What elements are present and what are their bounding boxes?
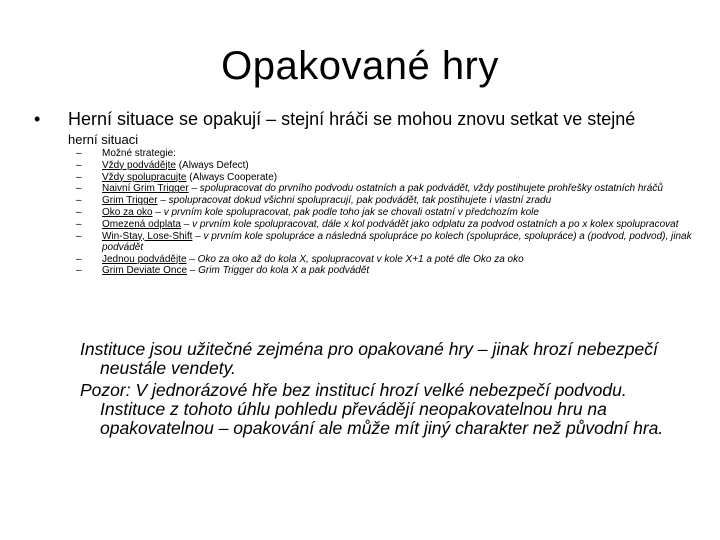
dash: –: [76, 195, 82, 207]
strategy-desc: – spolupracovat do prvního podvodu ostatních a pak podvádět, vždy postihujete prohřešky ostatních hráčů: [188, 183, 663, 195]
dash: –: [76, 218, 82, 230]
strategy-item-grim-deviate-once: [76, 265, 696, 276]
strategy-term: Grim Trigger: [102, 195, 158, 207]
dash: –: [76, 265, 82, 277]
dash: –: [76, 206, 82, 218]
main-bullet-line-1: Herní situace se opakují – stejní hráči se mohou znovu setkat ve stejné: [68, 109, 636, 129]
strategy-item-limited-retaliation: [76, 219, 696, 230]
bullet-dot: •: [34, 109, 41, 129]
strategy-desc: – Oko za oko až do kola X, spolupracovat v kole X+1 a poté dle Oko za oko: [186, 253, 524, 265]
strategy-desc: – Grim Trigger do kola X a pak podvádět: [187, 265, 370, 277]
strategy-item-always-cooperate: [76, 172, 696, 183]
strategy-item-defect-once: [76, 254, 696, 265]
strategy-item-always-defect: [76, 160, 696, 171]
strategy-item-naive-grim-trigger: [76, 183, 696, 194]
strategy-term: Grim Deviate Once: [102, 265, 188, 277]
main-bullet-line-2: herní situaci: [68, 132, 139, 147]
strategy-term: Win-Stay, Lose-Shift: [102, 230, 193, 242]
strategy-item-grim-trigger: [76, 195, 696, 206]
dash: –: [76, 159, 82, 171]
slide-title: Opakované hry: [221, 44, 499, 88]
note-institutions: Instituce jsou užitečné zejména pro opakované hry – jinak hrozí nebezpečí neustále vendety.: [80, 339, 658, 378]
strategy-desc: – v prvním kole spolupracovat, dále x kol podvádět jako odplatu za podvod ostatních a po x kolex spolupracovat: [180, 218, 679, 230]
strategy-term: Oko za oko: [102, 206, 153, 218]
dash: –: [76, 171, 82, 183]
strategy-term: Vždy podvádějte: [102, 159, 176, 171]
strategy-item-tit-for-tat: [76, 207, 696, 218]
strategy-list: [76, 148, 696, 277]
strategy-desc: (Always Cooperate): [186, 171, 278, 183]
main-bullet: [34, 110, 684, 149]
strategy-desc: – v prvním kole spolupracovat, pak podle toho jak se chovali ostatní v předchozím kole: [152, 206, 539, 218]
strategy-desc: (Always Defect): [175, 159, 249, 171]
notes-section: [80, 340, 690, 441]
dash: –: [76, 230, 82, 242]
note-warning: Pozor: V jednorázové hře bez institucí hrozí velké nebezpečí podvodu. Instituce z tohoto úhlu pohledu převádějí neopakovatelnou hru na opakovatelnou – opakování ale může mít jiný charakter než původní hra.: [80, 380, 664, 438]
main-bullet-text: [68, 110, 684, 149]
dash: –: [76, 148, 82, 159]
strategy-desc: – v prvním kole spolupráce a následná spolupráce po kolech (spolupráce, spolupráce) a (podvod, podvod), jinak podvádět: [102, 230, 692, 253]
strategy-term: Vždy spolupracujte: [102, 171, 187, 183]
dash: –: [76, 183, 82, 195]
strategy-term: Naivní Grim Trigger: [102, 183, 189, 195]
strategy-item-win-stay-lose-shift: [76, 231, 696, 253]
strategy-term: Omezená odplata: [102, 218, 181, 230]
strategy-item-intro: [76, 148, 696, 159]
strategy-desc: Možné strategie:: [102, 148, 176, 159]
strategy-term: Jednou podvádějte: [102, 253, 187, 265]
dash: –: [76, 253, 82, 265]
strategy-desc: – spolupracovat dokud všichni spolupracují, pak podvádět, tak postihujete i vlastní zradu: [157, 195, 552, 207]
